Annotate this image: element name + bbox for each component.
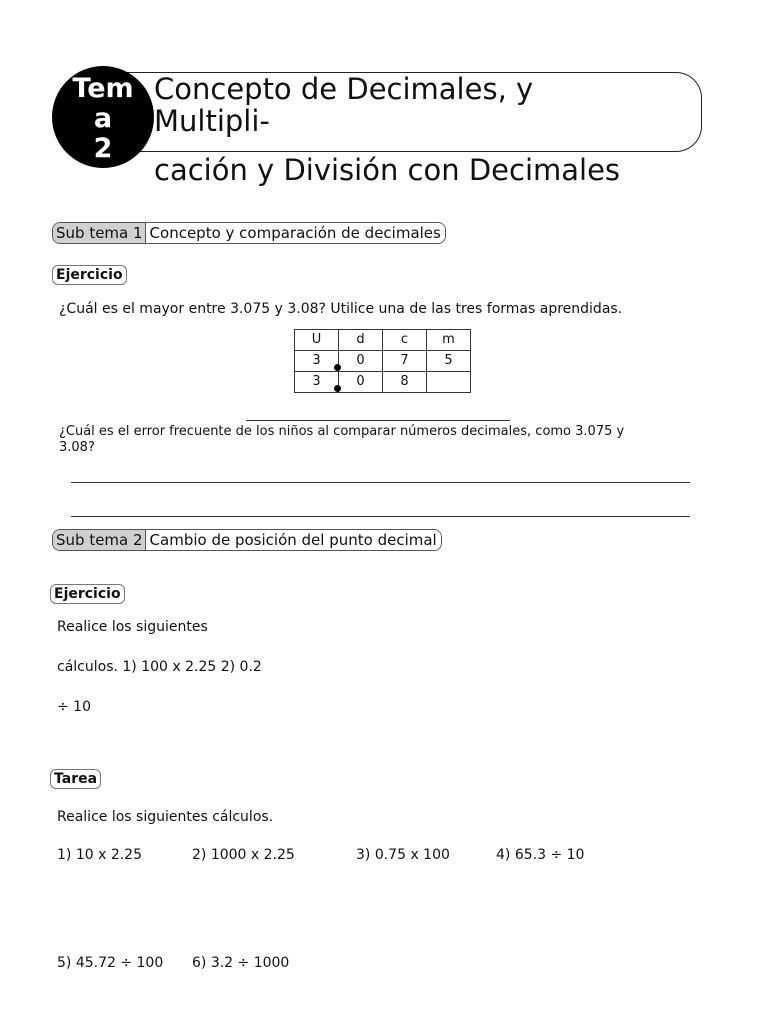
decimal-point-dot bbox=[334, 385, 341, 392]
problem-5: 5) 45.72 ÷ 100 bbox=[57, 955, 164, 971]
subtema-1-tag: Sub tema 1 bbox=[53, 223, 146, 243]
subtema-1-header bbox=[52, 222, 446, 244]
problem-1: 1) 10 x 2.25 bbox=[57, 847, 142, 863]
exercise-line-1: Realice los siguientes bbox=[57, 619, 208, 635]
table-row bbox=[295, 372, 471, 393]
answer-line bbox=[71, 482, 690, 483]
table-header-cell: c bbox=[383, 330, 427, 351]
question-1: ¿Cuál es el mayor entre 3.075 y 3.08? Utilice una de las tres formas aprendidas. bbox=[59, 301, 623, 317]
subtema-2-tag: Sub tema 2 bbox=[53, 530, 146, 550]
question-2-line-1: ¿Cuál es el error frecuente de los niños al comparar números decimales, como 3.075 y bbox=[59, 424, 625, 439]
table-cell: 0 bbox=[339, 351, 383, 372]
homework-badge: Tarea bbox=[50, 769, 101, 789]
problem-3: 3) 0.75 x 100 bbox=[356, 847, 450, 863]
table-cell: 0 bbox=[339, 372, 383, 393]
tema-label-line-2: a bbox=[93, 103, 113, 134]
tema-badge bbox=[52, 66, 154, 168]
subtema-2-header bbox=[52, 529, 442, 551]
answer-line bbox=[246, 420, 510, 421]
title-line-2: Multipli- bbox=[154, 104, 270, 138]
problem-2: 2) 1000 x 2.25 bbox=[192, 847, 295, 863]
place-value-table bbox=[294, 329, 471, 393]
question-2-line-2: 3.08? bbox=[59, 440, 95, 455]
subtema-2-name: Cambio de posición del punto decimal bbox=[146, 530, 441, 550]
problem-4: 4) 65.3 ÷ 10 bbox=[496, 847, 585, 863]
homework-intro: Realice los siguientes cálculos. bbox=[57, 809, 274, 825]
table-cell: 8 bbox=[383, 372, 427, 393]
table-header-cell: d bbox=[339, 330, 383, 351]
exercise-line-2: cálculos. 1) 100 x 2.25 2) 0.2 bbox=[57, 659, 262, 675]
title-line-1: Concepto de Decimales, y bbox=[154, 72, 534, 106]
table-cell: 5 bbox=[427, 351, 471, 372]
title-line-3: cación y División con Decimales bbox=[154, 153, 621, 187]
exercise-badge-1: Ejercicio bbox=[52, 265, 127, 285]
tema-label-line-1: Tem bbox=[72, 73, 134, 104]
table-row bbox=[295, 351, 471, 372]
table-header-row bbox=[295, 330, 471, 351]
exercise-line-3: ÷ 10 bbox=[57, 699, 91, 715]
tema-label-line-3: 2 bbox=[93, 133, 113, 164]
table-cell: 7 bbox=[383, 351, 427, 372]
subtema-1-name: Concepto y comparación de decimales bbox=[146, 223, 445, 243]
table-cell bbox=[427, 372, 471, 393]
decimal-point-dot bbox=[334, 364, 341, 371]
exercise-badge-2: Ejercicio bbox=[50, 584, 125, 604]
problem-6: 6) 3.2 ÷ 1000 bbox=[192, 955, 290, 971]
answer-line bbox=[71, 516, 690, 517]
table-cell: 3 bbox=[295, 351, 339, 372]
table-header-cell: U bbox=[295, 330, 339, 351]
table-header-cell: m bbox=[427, 330, 471, 351]
table-cell: 3 bbox=[295, 372, 339, 393]
